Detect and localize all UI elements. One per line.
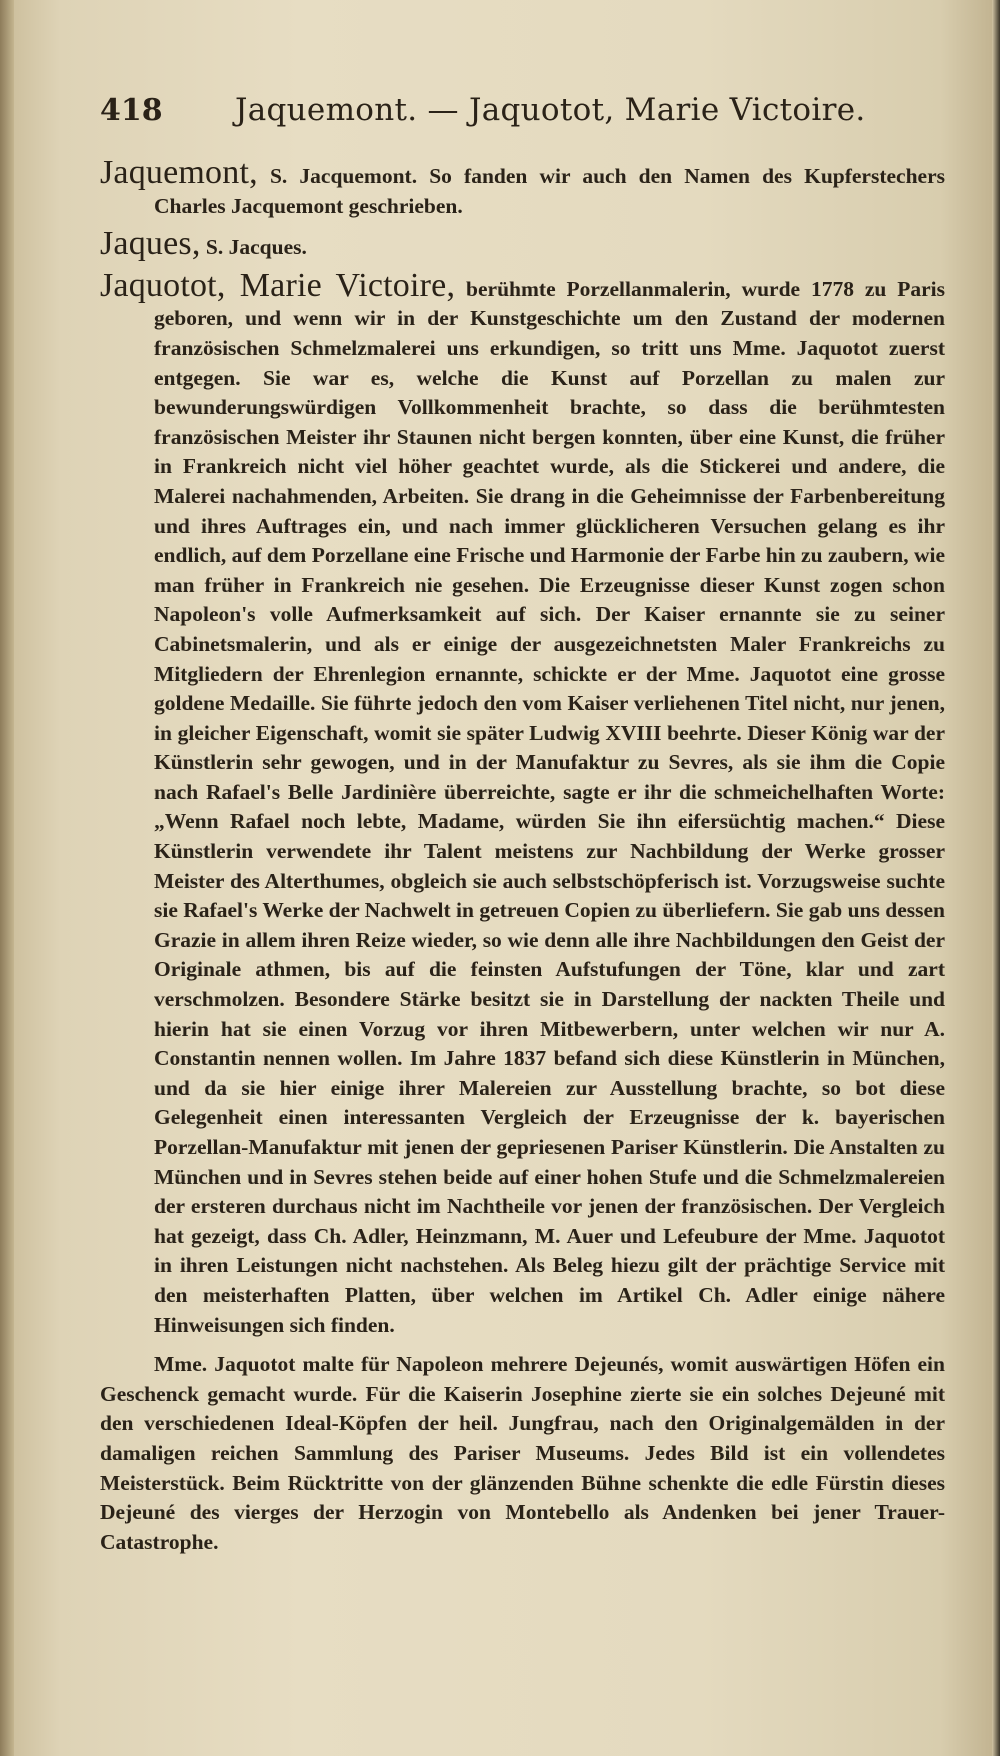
- entry-text: S. Jacquemont. So fanden wir auch den Namen des Kupferstechers Charles Jacquemont geschrieben.: [154, 164, 945, 218]
- entry-text: S. Jacques.: [205, 235, 307, 260]
- running-title: Jaquemont. — Jaquotot, Marie Victoire.: [235, 92, 866, 128]
- page-number: 418: [100, 93, 163, 128]
- entry-jaquotot-paragraph-2: Mme. Jaquotot malte für Napoleon mehrere Dejeunés, womit auswärtigen Höfen ein Geschenck gemacht wurde. Für die Kaiserin Josephine zierte sie ein solches Dejeuné mit den verschiedenen Ideal-Köpfen der heil. Jungfrau, nach den Originalgemälden in der damaligen reichen Sammlung des Pariser Museums. Jedes Bild ist ein vollendetes Meisterstück. Beim Rücktritte von der glänzenden Bühne schenkte die edle Fürstin dieses Dejeuné des vierges der Herzogin von Montebello als Andenken bei jener Trauer-Catastrophe.: [100, 1352, 945, 1554]
- entry-headword: Jaquemont,: [100, 154, 258, 191]
- entry-jaques: [100, 225, 945, 263]
- book-spine-shadow: [0, 0, 14, 1756]
- entry-text: berühmte Porzellanmalerin, wurde 1778 zu Paris geboren, und wenn wir in der Kunstgeschichte um den Zustand der modernen französischen Schmelzmalerei uns erkundigen, so tritt uns Mme. Jaquotot zuerst entgegen. Sie war es, welche die Kunst auf Porzellan zu malen zur bewunderungswürdigen Vollkommenheit brachte, so dass die berühmtesten französischen Meister ihr Staunen nicht bergen konnten, über eine Kunst, die früher in Frankreich nicht viel höher geachtet wurde, als die Stickerei und andere, die Malerei nachahmenden, Arbeiten. Sie drang in die Geheimnisse der Farbenbereitung und ihres Auftrages ein, und nach immer glücklicheren Versuchen gelang es ihr endlich, auf dem Porzellane eine Frische und Harmonie der Farbe hin zu zaubern, wie man früher in Frankreich nie gesehen. Die Erzeugnisse dieser Kunst zogen schon Napoleon's volle Aufmerksamkeit auf sich. Der Kaiser ernannte sie zu seiner Cabinetsmalerin, und als er einige der ausgezeichnetsten Maler Frankreichs zu Mitgliedern der Ehrenlegion ernannte, schickte er der Mme. Jaquotot eine grosse goldene Medaille. Sie führte jedoch den vom Kaiser verliehenen Titel nicht, nur jenen, in gleicher Eigenschaft, womit sie später Ludwig XVIII beehrte. Dieser König war der Künstlerin sehr gewogen, und in der Manufaktur zu Sevres, als sie ihm die Copie nach Rafael's Belle Jardinière überreichte, sagte er ihr die schmeichelhaften Worte: „Wenn Rafael noch lebte, Madame, würden Sie ihn eifersüchtig machen.“ Diese Künstlerin verwendete ihr Talent meistens zur Nachbildung der Werke grosser Meister des Alterthumes, obgleich sie auch selbstschöpferisch ist. Vorzugsweise suchte sie Rafael's Werke der Nachwelt in getreuen Copien zu überliefern. Sie gab uns dessen Grazie in allem ihren Reize wieder, so wie denn alle ihre Nachbildungen den Geist der Originale athmen, bis auf die feinsten Aufstufungen der Töne, klar und zart verschmolzen. Besondere Stärke besitzt sie in Darstellung der nackten Theile und hierin hat sie einen Vorzug vor ihren Mitbewerbern, unter welchen wir nur A. Constantin nennen wollen. Im Jahre 1837 befand sich diese Künstlerin in München, und da sie hier einige ihrer Malereien zur Ausstellung brachte, so bot diese Gelegenheit einen interessanten Vergleich der Erzeugnisse der k. bayerischen Porzellan-Manufaktur mit jenen der gepriesenen Pariser Künstlerin. Die Anstalten zu München und in Sevres stehen beide auf einer hohen Stufe und die Schmelzmalereien der ersteren durchaus nicht im Nachtheile vor jenen der französischen. Der Vergleich hat gezeigt, dass Ch. Adler, Heinzmann, M. Auer und Lefeubure der Mme. Jaquotot in ihren Leistungen nicht nachstehen. Als Beleg hiezu gilt der prächtige Service mit den meisterhaften Platten, über welchen im Artikel Ch. Adler einige nähere Hinweisungen sich finden.: [154, 276, 946, 1337]
- entry-jaquemont: [100, 154, 945, 221]
- page-header: [100, 92, 900, 128]
- page-content: [100, 154, 946, 1557]
- entry-jaquotot: [100, 266, 946, 1340]
- entry-headword: Jaques,: [100, 225, 201, 263]
- entry-headword: Jaquotot, Marie Victoire,: [100, 266, 456, 304]
- page-edge-shadow: [992, 0, 1000, 1756]
